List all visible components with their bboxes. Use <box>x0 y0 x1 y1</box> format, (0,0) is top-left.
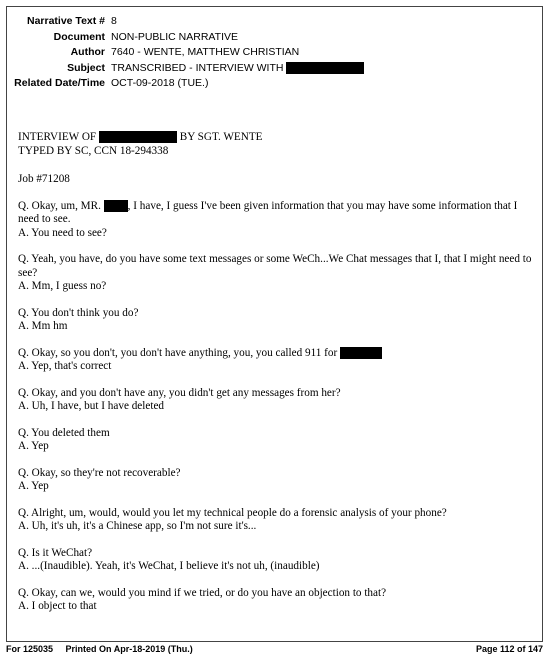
qa-exchange <box>18 253 536 294</box>
answer: A. ...(Inaudible). Yeah, it's WeChat, I believe it's not uh, (inaudible) <box>18 560 320 572</box>
meta-row-author <box>7 45 364 61</box>
answer: A. You need to see? <box>18 226 107 239</box>
interview-suffix: BY SGT. WENTE <box>179 131 263 143</box>
meta-row-narrative-number <box>7 14 364 30</box>
footer-case-number: For 125035 <box>6 644 54 654</box>
qa-exchange <box>18 507 536 534</box>
question: Q. Yeah, you have, do you have some text messages or some WeCh...We Chat messages that I, that I might need to see? <box>18 253 532 279</box>
subject-text: TRANSCRIBED - INTERVIEW WITH <box>111 61 284 74</box>
question <box>18 200 536 227</box>
interview-prefix: INTERVIEW OF <box>18 131 97 143</box>
question-text: , I have, I guess I've been given information that you may have some information that I need to see. <box>18 199 518 225</box>
answer: A. Uh, it's uh, it's a Chinese app, so I'm not sure it's... <box>18 520 257 532</box>
redaction-bar <box>104 200 128 212</box>
question: Q. Okay, can we, would you mind if we tried, or do you have an objection to that? <box>18 586 387 599</box>
footer-printed-date: Printed On Apr-18-2019 (Thu.) <box>65 644 193 654</box>
answer: A. Yep <box>18 440 49 452</box>
meta-value <box>111 61 364 77</box>
answer: A. Uh, I have, but I have deleted <box>18 400 165 412</box>
answer: A. Mm, I guess no? <box>18 280 107 292</box>
question: Q. Is it WeChat? <box>18 546 93 559</box>
meta-value: 7640 - WENTE, MATTHEW CHRISTIAN <box>111 46 300 58</box>
meta-row-related-date <box>7 76 364 92</box>
qa-exchange <box>18 387 536 414</box>
redaction-bar <box>286 62 364 74</box>
interview-heading <box>18 131 536 145</box>
meta-value: OCT-09-2018 (TUE.) <box>111 77 209 89</box>
question-text: Q. Okay, so you don't, you don't have anything, you, you called 911 for <box>18 346 338 359</box>
question: Q. Alright, um, would, would you let my technical people do a forensic analysis of your phone? <box>18 506 447 519</box>
footer-page-number: Page 112 of 147 <box>475 644 543 654</box>
meta-value: NON-PUBLIC NARRATIVE <box>111 30 238 43</box>
redaction-bar <box>99 131 177 143</box>
meta-label: Subject <box>67 61 105 74</box>
meta-label: Narrative Text # <box>26 15 105 27</box>
question-text: Q. Okay, um, MR. <box>18 199 101 212</box>
redaction-bar <box>340 347 382 359</box>
footer-left <box>6 644 203 654</box>
meta-label: Author <box>70 46 105 58</box>
narrative-body <box>18 131 536 614</box>
qa-exchange <box>18 587 536 614</box>
answer: A. Mm hm <box>18 320 68 332</box>
question <box>18 347 536 361</box>
meta-row-subject <box>7 61 364 77</box>
meta-row-document <box>7 30 364 46</box>
typed-by-line: TYPED BY SC, CCN 18-294338 <box>18 144 169 157</box>
qa-exchange <box>18 427 536 454</box>
answer: A. Yep <box>18 480 49 492</box>
question: Q. Okay, and you don't have any, you didn't get any messages from her? <box>18 386 341 399</box>
document-page <box>6 6 543 642</box>
question: Q. You deleted them <box>18 426 110 439</box>
page-footer <box>6 644 543 654</box>
job-number: Job #71208 <box>18 173 70 185</box>
meta-label: Related Date/Time <box>14 77 105 89</box>
qa-exchange <box>18 467 536 494</box>
answer: A. Yep, that's correct <box>18 360 112 372</box>
question: Q. Okay, so they're not recoverable? <box>18 466 181 479</box>
meta-value: 8 <box>111 15 117 27</box>
question: Q. You don't think you do? <box>18 306 139 319</box>
qa-exchange <box>18 547 536 574</box>
meta-label: Document <box>53 30 105 43</box>
answer: A. I object to that <box>18 600 97 612</box>
qa-exchange <box>18 200 536 241</box>
qa-exchange <box>18 307 536 334</box>
qa-exchange <box>18 347 536 374</box>
narrative-metadata <box>7 14 364 92</box>
